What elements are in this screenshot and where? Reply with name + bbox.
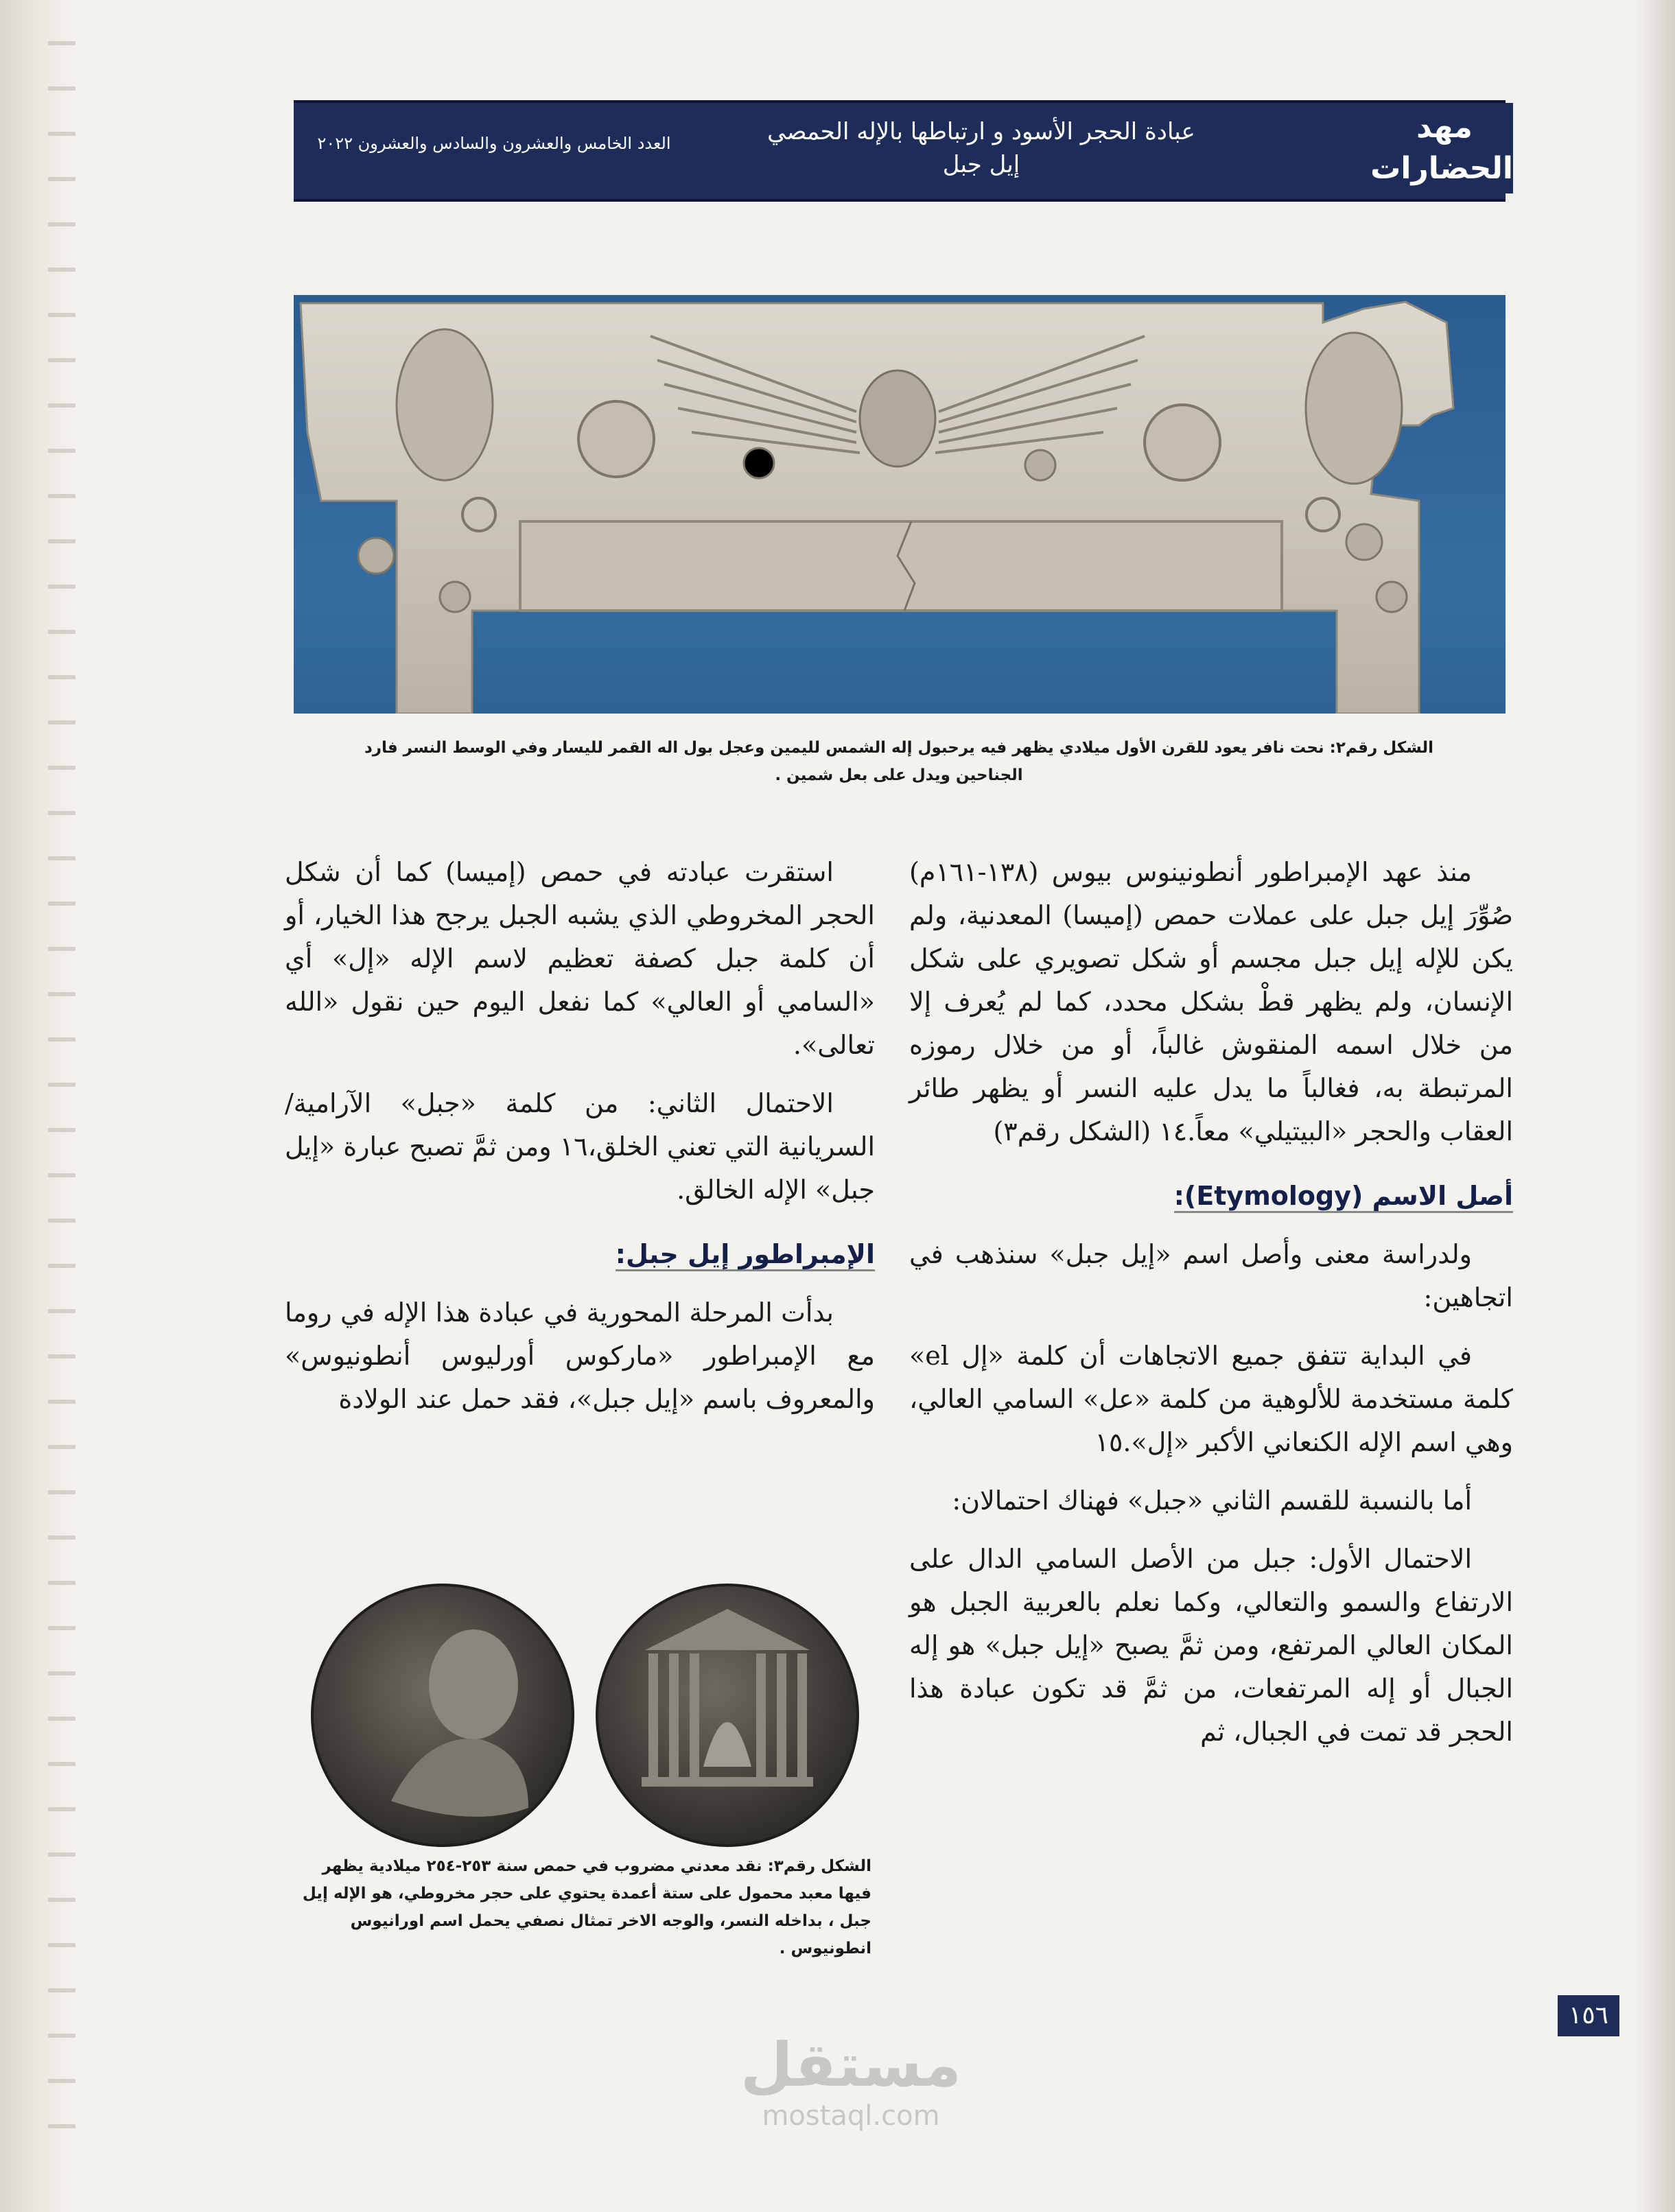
paragraph: الاحتمال الأول: جبل من الأصل السامي الدال على الارتفاع والسمو والتعالي، وكما نعلم بالعربية الجبل هو المكان العالي المرتفع، ومن ثمَّ يصبح «إيل جبل» هو إله الجبال أو إله المرتفعات، من ثمَّ قد تكون عبادة هذا الحجر قد تمت في الجبال، ثم (909, 1544, 1513, 1747)
paragraph: استقرت عبادته في حمص (إميسا) كما أن شكل الحجر المخروطي الذي يشبه الجبل يرجح هذا الخيار، أو أن كلمة جبل كصفة تعظيم لاسم الإله «إل» أي «السامي أو العالي» كما نفعل اليوم حين نقول «الله تعالى». (285, 857, 875, 1060)
section-heading-etymology (909, 1177, 1513, 1215)
text-column-left (285, 851, 875, 1436)
mostaql-watermark (727, 2031, 974, 2132)
page-right-edge (1634, 0, 1675, 2212)
section-heading-text: أصل الاسم (Etymology): (1174, 1181, 1513, 1213)
journal-brand (1370, 103, 1513, 193)
figure-2-caption (295, 734, 1503, 789)
running-title (721, 115, 1242, 181)
figure-3-coins-photo (302, 1575, 871, 1849)
brand-line-1: مهد (1416, 110, 1473, 145)
page-binding-edge (0, 0, 75, 2212)
text-column-right (909, 851, 1513, 1769)
paragraph: ولدراسة معنى وأصل اسم «إيل جبل» سنذهب في اتجاهين: (909, 1239, 1513, 1313)
paragraph: أما بالنسبة للقسم الثاني «جبل» فهناك احتمالان: (952, 1485, 1472, 1516)
figure-2-relief-photo (294, 295, 1506, 714)
paragraph: منذ عهد الإمبراطور أنطونينوس بيوس (١٣٨-١٦١م) صُوِّرَ إيل جبل على عملات حمص (إميسا) المعدنية، ولم يكن للإله إيل جبل مجسم أو شكل تصويري على شكل الإنسان، ولم يظهر قطْ بشكل محدد، كما لم يُعرف إلا من خلال اسمه المنقوش غالباً، أو من خلال رموزه المرتبطة به، فغالباً ما يدل عليه النسر أو يظهر طائر العقاب والحجر «البيتيلي» معاً.١٤ (الشكل رقم٣) (909, 857, 1513, 1146)
figure-3-caption: الشكل رقم٣: نقد معدني مضروب في حمص سنة ٢٥٣-٢٥٤ ميلادية يظهر فيها معبد محمول على ستة أعمدة يحتوي على حجر مخروطي، هو الإله إيل جبل ، بداخله النسر، والوجه الاخر تمثال نصفي يحمل اسم اورانيوس انطونيوس . (302, 1857, 871, 1957)
paragraph: بدأت المرحلة المحورية في عبادة هذا الإله في روما مع الإمبراطور «ماركوس أورليوس أنطونيوس» والمعروف باسم «إيل جبل»، فقد حمل عند الولادة (285, 1297, 875, 1414)
paragraph: الاحتمال الثاني: من كلمة «جبل» الآرامية/ السريانية التي تعني الخلق،١٦ ومن ثمَّ تصبح عبارة «إيل جبل» الإله الخالق. (285, 1088, 875, 1205)
watermark-latin: mostaql.com (762, 2100, 940, 2132)
brand-line-2: الحضارات (1370, 151, 1513, 186)
watermark-arabic: مستقل (740, 2029, 961, 2100)
paragraph: في البداية تتفق جميع الاتجاهات أن كلمة «إل el» كلمة مستخدمة للألوهية من كلمة «عل» السامي العالي، وهي اسم الإله الكنعاني الأكبر «إل».١٥ (909, 1341, 1513, 1457)
running-title-line-1: عبادة الحجر الأسود و ارتباطها بالإله الحمصي (767, 118, 1195, 145)
issue-label: العدد الخامس والعشرون والسادس والعشرون ٢٠٢٢ (317, 134, 671, 153)
page-number: ١٥٦ (1558, 1995, 1619, 2036)
section-heading-text: الإمبراطور إيل جبل: (616, 1239, 875, 1271)
figure-2-caption-line-2: الجناحين ويدل على بعل شمين . (775, 766, 1023, 784)
figure-2-caption-line-1: الشكل رقم٢: نحت نافر يعود للقرن الأول ميلادي يظهر فيه يرحبول إله الشمس لليمين وعجل بول اله القمر لليسار وفي الوسط النسر فارد (364, 739, 1434, 757)
section-heading-emperor (285, 1235, 875, 1273)
running-title-line-2: إيل جبل (942, 151, 1020, 178)
